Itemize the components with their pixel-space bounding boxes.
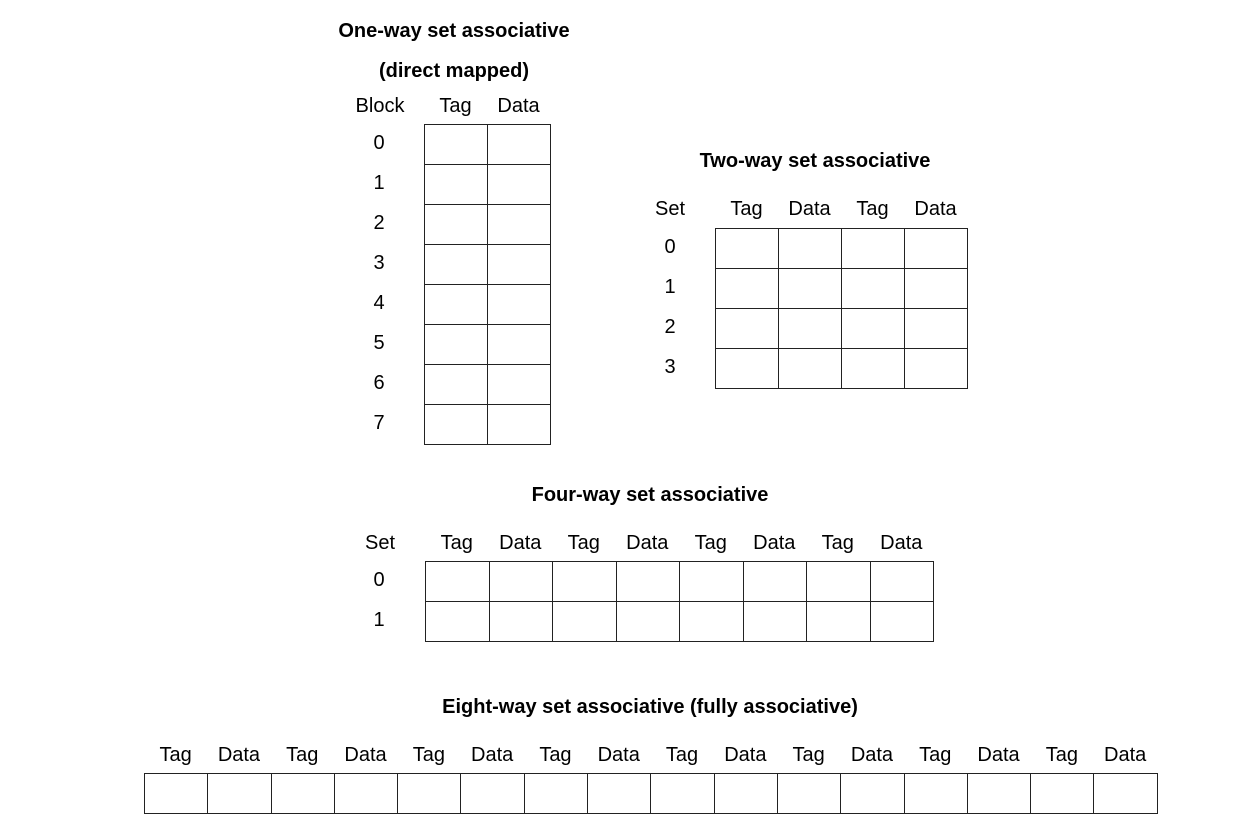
data-cell [905, 269, 968, 309]
two-way-col-header-tag: Tag [856, 198, 889, 220]
data-cell [870, 602, 934, 642]
tag-cell [553, 602, 617, 642]
two-way-col-header-data: Data [788, 198, 831, 220]
eight-way-col-header-data: Data [344, 744, 387, 766]
data-cell [488, 405, 551, 445]
data-cell [488, 245, 551, 285]
four-way-row-label: 0 [373, 569, 385, 591]
eight-way-col-header-tag: Tag [665, 744, 699, 766]
data-cell [488, 325, 551, 365]
one-way-row-label: 3 [373, 252, 385, 274]
eight-way-col-header-tag: Tag [919, 744, 952, 766]
tag-cell [1031, 774, 1094, 814]
tag-cell [425, 325, 488, 365]
two-way-title: Two-way set associative [699, 150, 931, 172]
data-cell [488, 165, 551, 205]
tag-cell [145, 774, 208, 814]
tag-cell [680, 562, 744, 602]
two-way-row-label: 1 [664, 276, 676, 298]
one-way-row-label: 1 [373, 172, 385, 194]
data-cell [616, 562, 680, 602]
tag-cell [842, 269, 905, 309]
one-way-row-label: 0 [373, 132, 385, 154]
one-way-row-label: 7 [373, 412, 385, 434]
data-cell [461, 774, 524, 814]
eight-way-col-header-tag: Tag [286, 744, 319, 766]
two-way-row-label: 0 [664, 236, 676, 258]
data-cell [488, 285, 551, 325]
four-way-col-header-data: Data [753, 532, 796, 554]
tag-cell [807, 562, 871, 602]
two-way-cache-grid [715, 228, 968, 389]
one-way-title: One-way set associative [338, 20, 570, 42]
one-way-row-label: 5 [373, 332, 385, 354]
four-way-col-header-data: Data [880, 532, 923, 554]
data-cell [779, 229, 842, 269]
tag-cell [904, 774, 967, 814]
eight-way-col-header-tag: Tag [412, 744, 445, 766]
tag-cell [842, 229, 905, 269]
eight-way-col-header-tag: Tag [539, 744, 572, 766]
tag-cell [425, 365, 488, 405]
tag-cell [651, 774, 714, 814]
two-way-row-label: 2 [664, 316, 676, 338]
four-way-col-header-data: Data [499, 532, 542, 554]
eight-way-col-header-data: Data [850, 744, 894, 766]
tag-cell [271, 774, 334, 814]
four-way-row-label: 1 [373, 609, 385, 631]
data-cell [743, 602, 807, 642]
two-way-col-header-tag: Tag [730, 198, 763, 220]
data-cell [1094, 774, 1157, 814]
data-cell [905, 349, 968, 389]
four-way-col-header-tag: Tag [440, 532, 473, 554]
four-way-col-header-tag: Tag [821, 532, 854, 554]
eight-way-col-header-tag: Tag [1045, 744, 1078, 766]
data-cell [870, 562, 934, 602]
one-way-subtitle: (direct mapped) [378, 60, 530, 82]
eight-way-col-header-data: Data [597, 744, 640, 766]
one-way-col-header-tag: Tag [439, 95, 472, 117]
tag-cell [842, 309, 905, 349]
eight-way-col-header-tag: Tag [159, 744, 192, 766]
tag-cell [398, 774, 461, 814]
data-cell [905, 229, 968, 269]
data-cell [616, 602, 680, 642]
four-way-col-header-data: Data [626, 532, 669, 554]
four-way-title: Four-way set associative [531, 484, 769, 506]
data-cell [841, 774, 904, 814]
tag-cell [553, 562, 617, 602]
eight-way-col-header-data: Data [217, 744, 261, 766]
tag-cell [425, 405, 488, 445]
one-way-row-header: Block [355, 95, 405, 117]
tag-cell [777, 774, 840, 814]
tag-cell [426, 562, 490, 602]
tag-cell [426, 602, 490, 642]
data-cell [714, 774, 777, 814]
four-way-row-header: Set [364, 532, 396, 554]
tag-cell [716, 349, 779, 389]
one-way-row-label: 2 [373, 212, 385, 234]
data-cell [967, 774, 1030, 814]
eight-way-title: Eight-way set associative (fully associative) [442, 696, 858, 718]
two-way-row-label: 3 [664, 356, 676, 378]
data-cell [489, 602, 553, 642]
tag-cell [680, 602, 744, 642]
tag-cell [425, 165, 488, 205]
data-cell [488, 365, 551, 405]
one-way-cache-grid [424, 124, 551, 445]
eight-way-col-header-tag: Tag [792, 744, 825, 766]
one-way-row-label: 4 [373, 292, 385, 314]
tag-cell [425, 285, 488, 325]
four-way-cache-grid [425, 561, 934, 642]
data-cell [488, 205, 551, 245]
one-way-col-header-data: Data [497, 95, 540, 117]
eight-way-col-header-data: Data [1104, 744, 1147, 766]
eight-way-col-header-data: Data [977, 744, 1020, 766]
two-way-row-header: Set [654, 198, 686, 220]
data-cell [488, 125, 551, 165]
eight-way-col-header-data: Data [471, 744, 514, 766]
data-cell [779, 309, 842, 349]
one-way-row-label: 6 [373, 372, 385, 394]
tag-cell [425, 125, 488, 165]
tag-cell [807, 602, 871, 642]
tag-cell [716, 229, 779, 269]
data-cell [208, 774, 271, 814]
tag-cell [425, 245, 488, 285]
eight-way-col-header-data: Data [724, 744, 767, 766]
tag-cell [524, 774, 587, 814]
data-cell [489, 562, 553, 602]
four-way-col-header-tag: Tag [567, 532, 600, 554]
tag-cell [716, 309, 779, 349]
four-way-col-header-tag: Tag [694, 532, 727, 554]
eight-way-cache-grid [144, 773, 1158, 814]
data-cell [905, 309, 968, 349]
tag-cell [716, 269, 779, 309]
data-cell [779, 349, 842, 389]
data-cell [743, 562, 807, 602]
data-cell [779, 269, 842, 309]
data-cell [334, 774, 397, 814]
tag-cell [842, 349, 905, 389]
tag-cell [425, 205, 488, 245]
data-cell [588, 774, 651, 814]
two-way-col-header-data: Data [914, 198, 957, 220]
